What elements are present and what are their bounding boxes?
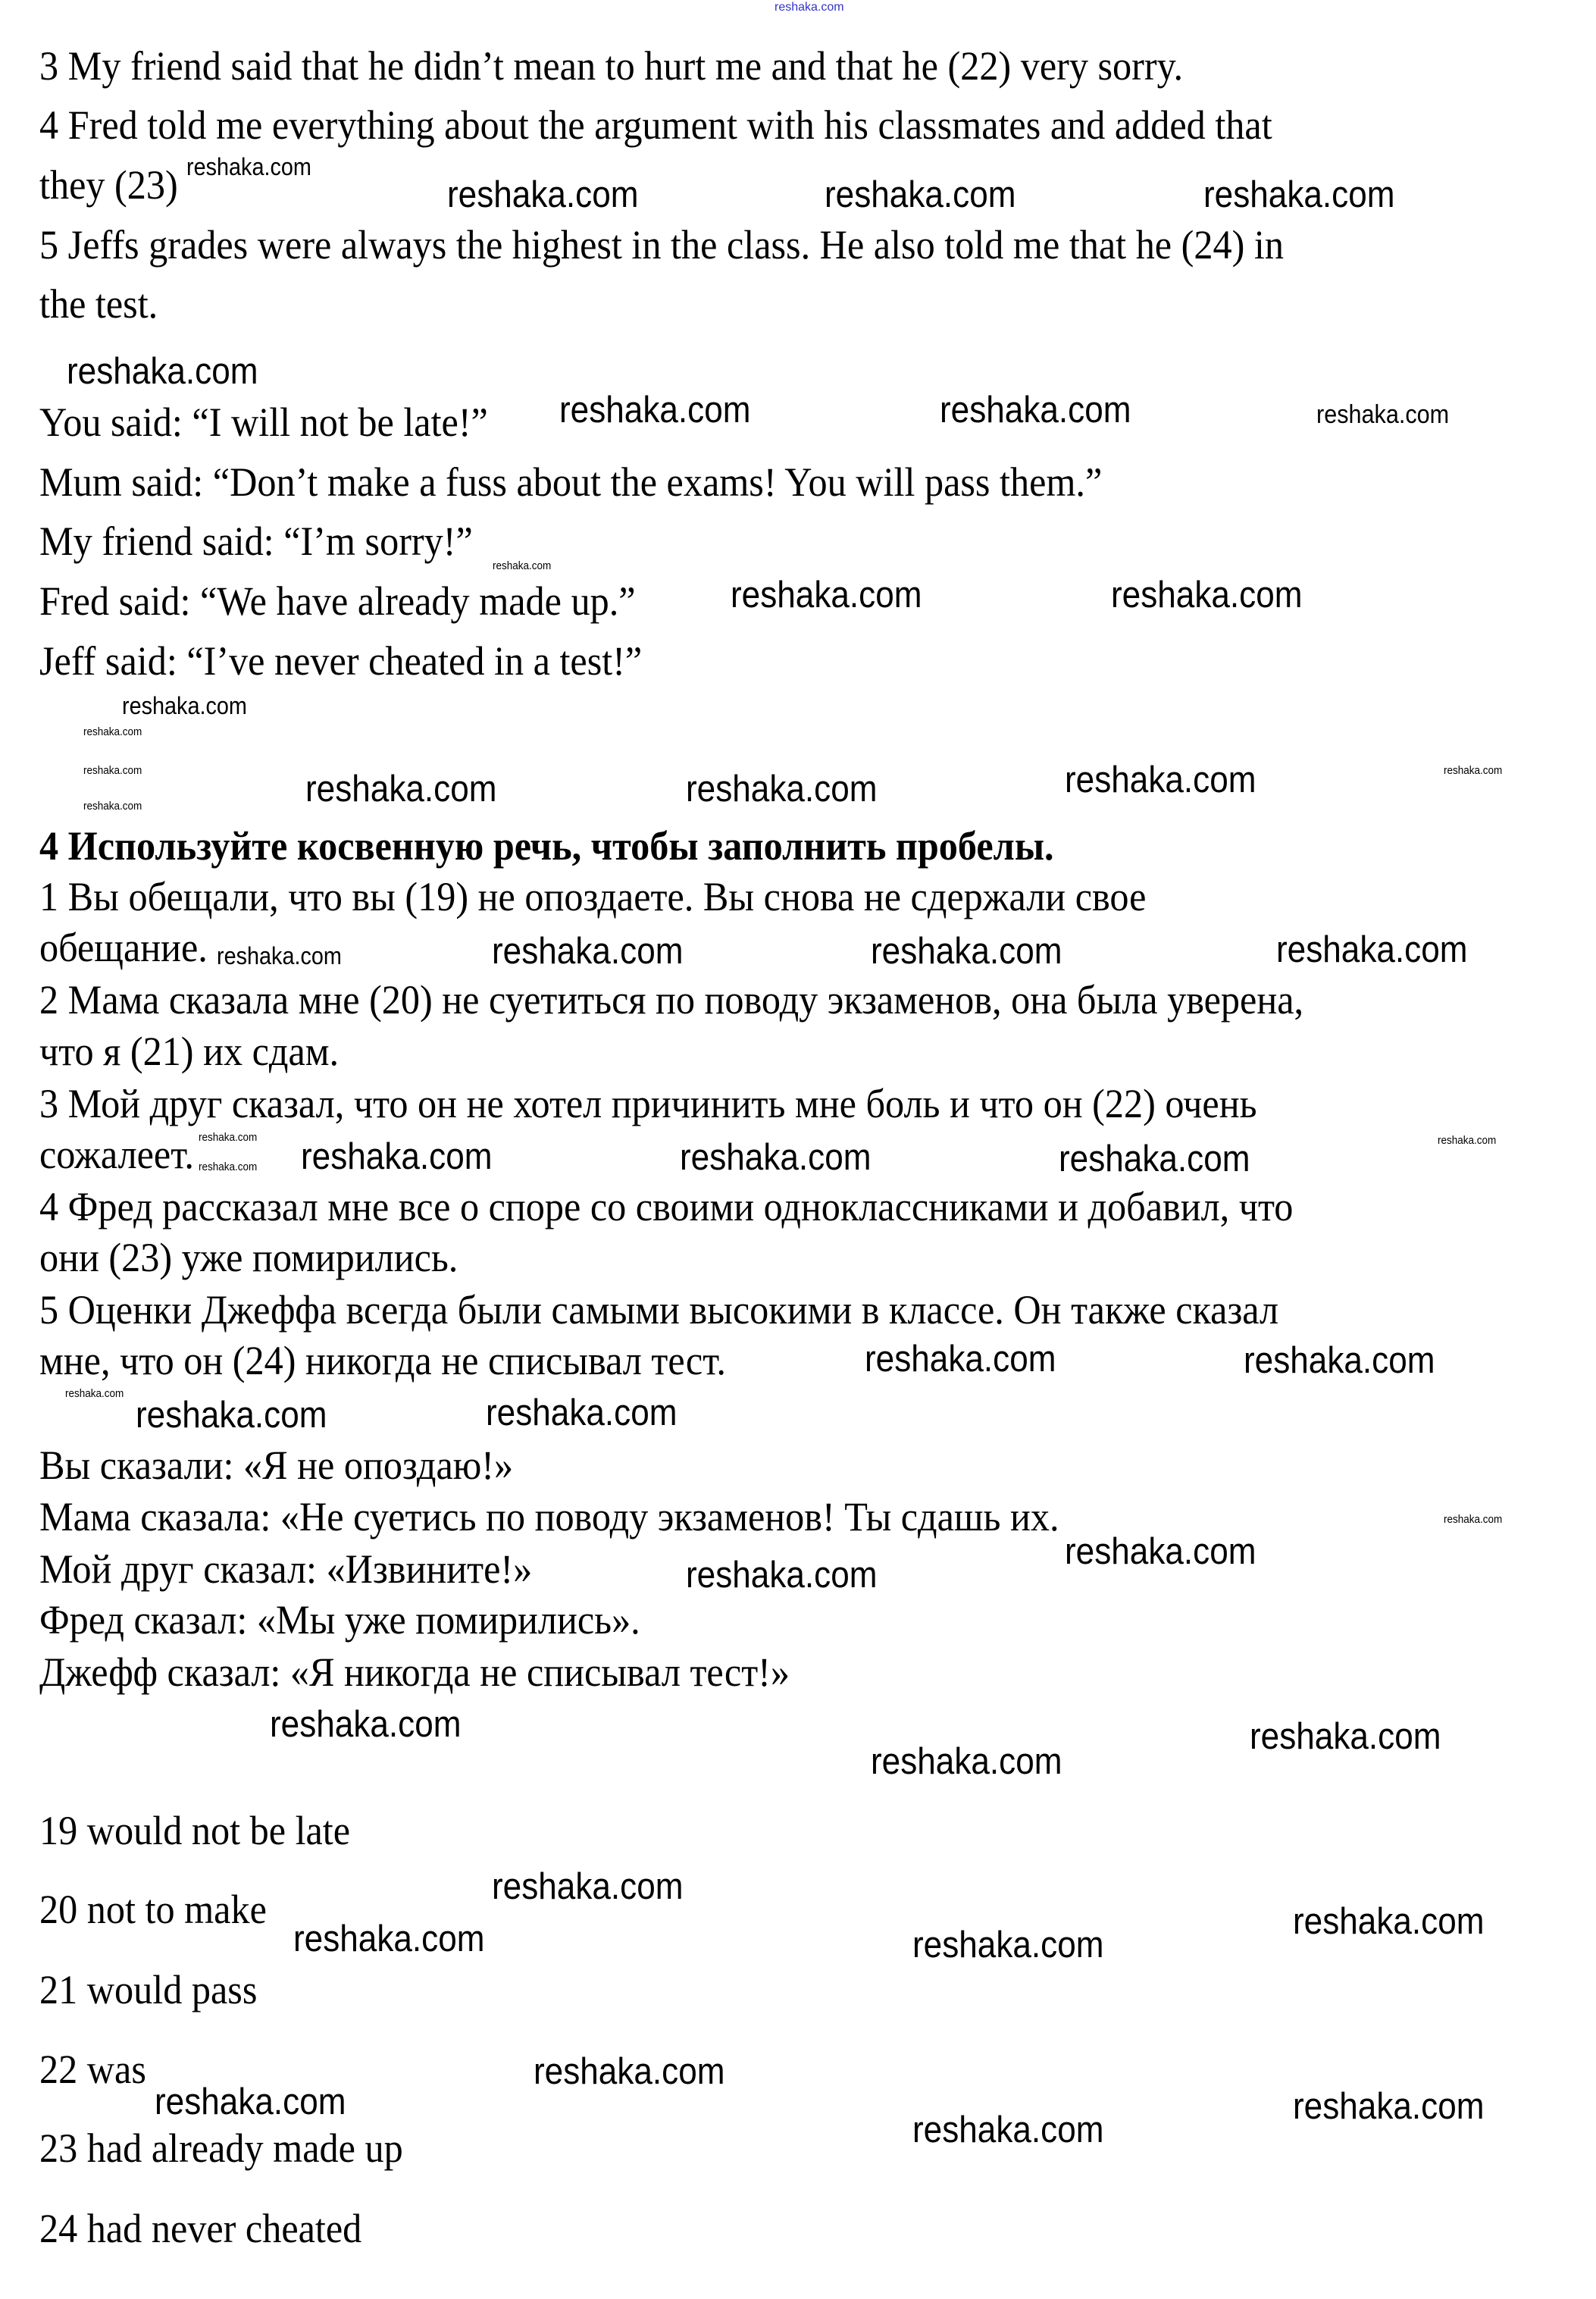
watermark: reshaka.com bbox=[1316, 400, 1450, 429]
watermark: reshaka.com bbox=[1293, 2086, 1485, 2127]
watermark: reshaka.com bbox=[1065, 760, 1256, 800]
russian-sentence: 5 Оценки Джеффа всегда были самыми высокими в классе. Он также сказал bbox=[39, 1287, 1279, 1333]
answer-line: 23 had already made up bbox=[39, 2125, 403, 2171]
watermark: reshaka.com bbox=[940, 390, 1131, 431]
russian-quote: Вы сказали: «Я не опоздаю!» bbox=[39, 1442, 514, 1488]
watermark: reshaka.com bbox=[83, 725, 142, 738]
watermark: reshaka.com bbox=[301, 1136, 493, 1177]
watermark: reshaka.com bbox=[680, 1137, 872, 1178]
english-sentence: 5 Jeffs grades were always the highest in the class. He also told me that he (24) in bbox=[39, 222, 1284, 268]
watermark: reshaka.com bbox=[1065, 1531, 1256, 1572]
watermark: reshaka.com bbox=[122, 692, 247, 719]
english-sentence: 3 My friend said that he didn’t mean to hurt me and that he (22) very sorry. bbox=[39, 43, 1184, 89]
watermark: reshaka.com bbox=[871, 931, 1062, 972]
english-quote: You said: “I will not be late!” bbox=[39, 399, 488, 445]
russian-sentence: сожалеет. bbox=[39, 1132, 194, 1177]
watermark: reshaka.com bbox=[83, 764, 142, 777]
watermark: reshaka.com bbox=[686, 769, 878, 810]
watermark: reshaka.com bbox=[534, 2051, 725, 2092]
watermark: reshaka.com bbox=[1276, 929, 1468, 970]
answer-line: 21 would pass bbox=[39, 1967, 258, 2012]
russian-quote: Мой друг сказал: «Извините!» bbox=[39, 1546, 533, 1592]
russian-sentence: 1 Вы обещали, что вы (19) не опоздаете. Вы снова не сдержали свое bbox=[39, 874, 1147, 919]
answer-line: 19 would not be late bbox=[39, 1808, 351, 1853]
english-quote: Fred said: “We have already made up.” bbox=[39, 578, 636, 624]
watermark: reshaka.com bbox=[865, 1339, 1056, 1380]
watermark: reshaka.com bbox=[912, 1925, 1104, 1965]
watermark: reshaka.com bbox=[492, 931, 684, 972]
watermark: reshaka.com bbox=[1059, 1139, 1250, 1179]
watermark: reshaka.com bbox=[83, 800, 142, 813]
watermark: reshaka.com bbox=[447, 174, 639, 215]
watermark: reshaka.com bbox=[1250, 1716, 1441, 1757]
watermark: reshaka.com bbox=[871, 1741, 1062, 1782]
watermark: reshaka.com bbox=[492, 1866, 684, 1907]
russian-sentence: они (23) уже помирились. bbox=[39, 1235, 458, 1280]
watermark: reshaka.com bbox=[65, 1387, 124, 1400]
watermark: reshaka.com bbox=[912, 2110, 1104, 2150]
english-sentence: they (23) bbox=[39, 162, 178, 208]
answer-line: 20 not to make bbox=[39, 1887, 267, 1932]
watermark: reshaka.com bbox=[136, 1395, 327, 1436]
answer-line: 24 had never cheated bbox=[39, 2206, 362, 2251]
answer-line: 22 was bbox=[39, 2047, 146, 2092]
watermark: reshaka.com bbox=[67, 351, 258, 392]
watermark: reshaka.com bbox=[1444, 1513, 1503, 1526]
watermark: reshaka.com bbox=[217, 942, 342, 969]
watermark: reshaka.com bbox=[825, 174, 1016, 215]
english-sentence: 4 Fred told me everything about the argument with his classmates and added that bbox=[39, 102, 1272, 148]
watermark: reshaka.com bbox=[731, 575, 922, 615]
russian-quote: Джефф сказал: «Я никогда не списывал тест!» bbox=[39, 1649, 790, 1695]
watermark: reshaka.com bbox=[270, 1704, 462, 1745]
watermark: reshaka.com bbox=[199, 1131, 258, 1144]
watermark: reshaka.com bbox=[559, 390, 751, 431]
english-sentence: the test. bbox=[39, 281, 158, 327]
russian-sentence: 4 Фред рассказал мне все о споре со своими одноклассниками и добавил, что bbox=[39, 1184, 1294, 1229]
watermark: reshaka.com bbox=[1444, 764, 1503, 777]
watermark: reshaka.com bbox=[1111, 575, 1303, 615]
watermark: reshaka.com bbox=[293, 1918, 485, 1959]
watermark: reshaka.com bbox=[199, 1160, 258, 1173]
section-heading: 4 Используйте косвенную речь, чтобы заполнить пробелы. bbox=[39, 823, 1054, 869]
watermark: reshaka.com bbox=[305, 769, 497, 810]
watermark: reshaka.com bbox=[1244, 1340, 1435, 1381]
russian-sentence: что я (21) их сдам. bbox=[39, 1029, 340, 1074]
watermark: reshaka.com bbox=[186, 153, 311, 180]
watermark-top: reshaka.com bbox=[775, 1, 844, 14]
russian-quote: Фред сказал: «Мы уже помирились». bbox=[39, 1597, 640, 1643]
watermark: reshaka.com bbox=[486, 1392, 678, 1433]
watermark: reshaka.com bbox=[1293, 1901, 1485, 1942]
russian-quote: Мама сказала: «Не суетись по поводу экзаменов! Ты сдашь их. bbox=[39, 1494, 1059, 1539]
russian-sentence: 2 Мама сказала мне (20) не суетиться по поводу экзаменов, она была уверена, bbox=[39, 977, 1304, 1023]
russian-sentence: мне, что он (24) никогда не списывал тест. bbox=[39, 1338, 726, 1383]
watermark: reshaka.com bbox=[1203, 174, 1395, 215]
russian-sentence: обещание. bbox=[39, 925, 208, 970]
english-quote: Jeff said: “I’ve never cheated in a test!” bbox=[39, 638, 643, 684]
watermark: reshaka.com bbox=[155, 2081, 346, 2122]
english-quote: My friend said: “I’m sorry!” bbox=[39, 518, 473, 564]
watermark: reshaka.com bbox=[686, 1555, 878, 1596]
russian-sentence: 3 Мой друг сказал, что он не хотел причинить мне боль и что он (22) очень bbox=[39, 1081, 1257, 1126]
watermark: reshaka.com bbox=[493, 559, 552, 572]
watermark: reshaka.com bbox=[1438, 1134, 1497, 1147]
english-quote: Mum said: “Don’t make a fuss about the exams! You will pass them.” bbox=[39, 459, 1103, 505]
